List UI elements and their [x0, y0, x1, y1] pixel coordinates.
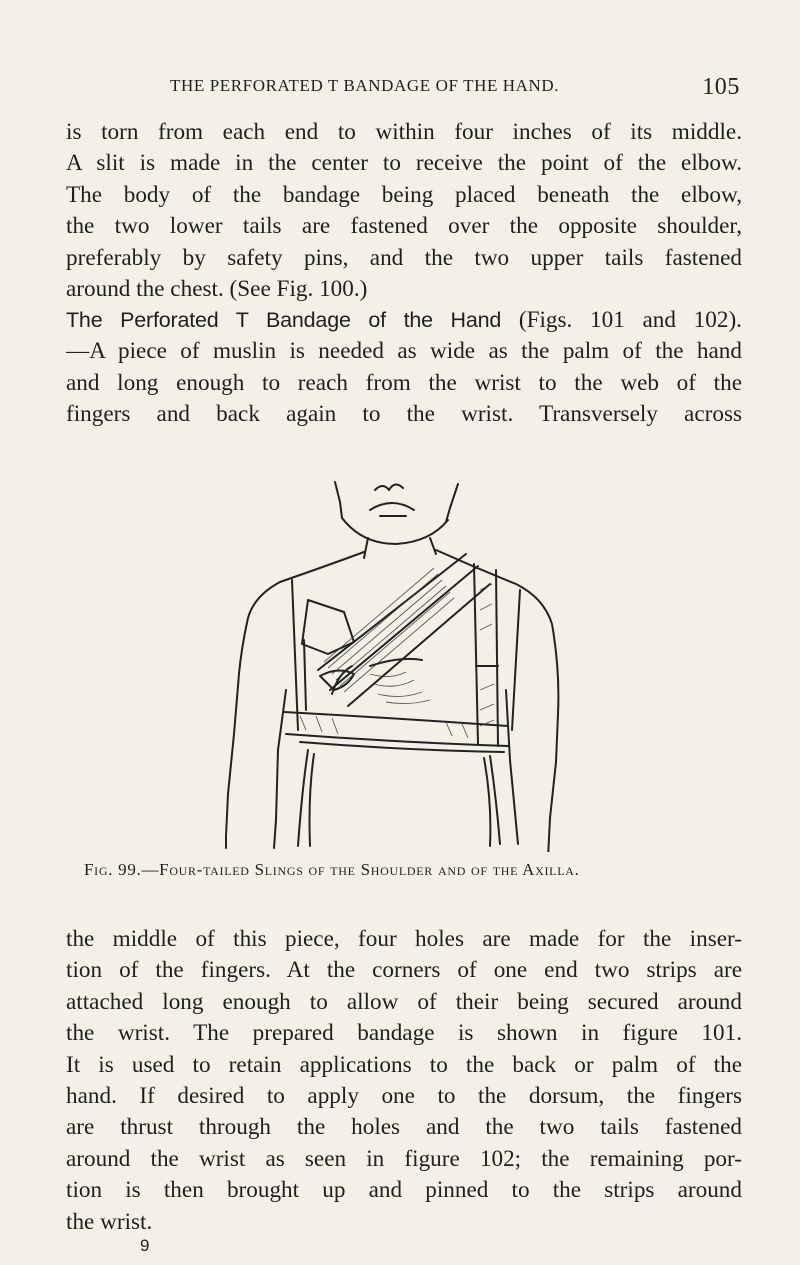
- text-line: the two lower tails are fastened over the opposite shoulder,: [66, 213, 742, 240]
- text-line: A slit is made in the center to receive the point of the elbow.: [66, 150, 742, 177]
- text-line: It is used to retain applications to the back or palm of the: [66, 1051, 742, 1078]
- running-title: THE PERFORATED T BANDAGE OF THE HAND.: [170, 76, 560, 95]
- text-line: The body of the bandage being placed beneath the elbow,: [66, 181, 742, 208]
- shoulder-sling-illustration: [220, 480, 590, 852]
- text-line: and long enough to reach from the wrist to the web of the: [66, 369, 742, 396]
- text-line: tion is then brought up and pinned to the strips around: [66, 1177, 742, 1204]
- section-paragraph: [66, 305, 742, 431]
- text-line: is torn from each end to within four inches of its middle.: [66, 119, 742, 145]
- text-line: preferably by safety pins, and the two upper tails fastened: [66, 244, 742, 271]
- text-line: attached long enough to allow of their being secured around: [66, 988, 742, 1015]
- running-header: [170, 76, 740, 102]
- text-line: the wrist. The prepared bandage is shown in figure 101.: [66, 1020, 742, 1047]
- text-line: tion of the fingers. At the corners of one end two strips are: [66, 957, 742, 984]
- paragraph-bottom: [66, 924, 742, 1238]
- section-heading-suffix: (Figs. 101 and 102).: [501, 307, 742, 333]
- text-line: hand. If desired to apply one to the dorsum, the fingers: [66, 1082, 742, 1109]
- page-number: 105: [702, 74, 740, 100]
- signature-mark: 9: [140, 1236, 150, 1255]
- figure-caption: Fig. 99.—Four-tailed Slings of the Shoulder and of the Axilla.: [84, 860, 580, 879]
- text-line: the middle of this piece, four holes are made for the inser-: [66, 926, 742, 952]
- text-line: around the wrist as seen in figure 102; the remaining por-: [66, 1145, 742, 1172]
- paragraph-top: [66, 117, 742, 305]
- section-heading: The Perforated T Bandage of the Hand: [66, 308, 502, 332]
- text-line: are thrust through the holes and the two tails fastened: [66, 1114, 742, 1141]
- text-line: around the chest. (See Fig. 100.): [66, 275, 368, 302]
- section-heading-line: [66, 305, 742, 336]
- text-line: fingers and back again to the wrist. Transversely across: [66, 401, 742, 428]
- text-line: the wrist.: [66, 1208, 153, 1235]
- text-line: —A piece of muslin is needed as wide as the palm of the hand: [66, 338, 742, 365]
